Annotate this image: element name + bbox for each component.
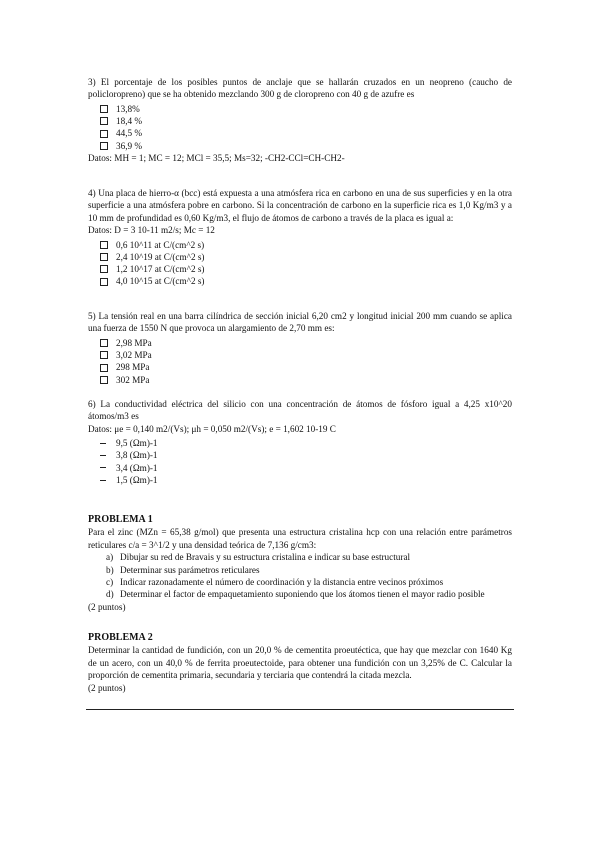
option[interactable]: 44,5 % bbox=[100, 127, 512, 139]
question-6-text: 6) La conductividad eléctrica del silicio con una concentración de átomos de fósforo igual a 4,25 x10^20 átomos/m3 es bbox=[88, 399, 512, 422]
checkbox-icon[interactable] bbox=[100, 278, 108, 286]
option[interactable]: 3,8 (Ωm)-1 bbox=[100, 450, 512, 462]
option[interactable]: 2,98 MPa bbox=[100, 337, 512, 349]
option[interactable]: 3,4 (Ωm)-1 bbox=[100, 462, 512, 474]
problem-2-points: (2 puntos) bbox=[88, 682, 126, 693]
option[interactable]: 2,4 10^19 at C/(cm^2 s) bbox=[100, 251, 512, 263]
problem-1-points: (2 puntos) bbox=[88, 601, 126, 612]
checkbox-icon[interactable] bbox=[100, 130, 108, 138]
question-3-text: 3) El porcentaje de los posibles puntos de anclaje que se hallarán cruzados en un neopreno (caucho de policloropreno) que se ha obtenido mezclando 300 g de cloropreno con 40 g de azufre es bbox=[88, 77, 512, 100]
checkbox-icon[interactable] bbox=[100, 142, 108, 150]
checkbox-icon[interactable] bbox=[100, 265, 108, 273]
checkbox-icon[interactable] bbox=[100, 253, 108, 261]
radio-icon[interactable] bbox=[100, 480, 106, 481]
option[interactable]: 1,2 10^17 at C/(cm^2 s) bbox=[100, 263, 512, 275]
option[interactable]: 9,5 (Ωm)-1 bbox=[100, 437, 512, 449]
list-item: c) Indicar razonadamente el número de coordinación y la distancia entre vecinos próximos bbox=[106, 577, 444, 588]
question-4-options bbox=[100, 239, 512, 288]
list-item: a) Dibujar su red de Bravais y su estructura cristalina e indicar su base estructural bbox=[106, 552, 411, 563]
problem-1-title: PROBLEMA 1 bbox=[88, 514, 153, 525]
question-6-data: Datos: μe = 0,140 m2/(Vs); μh = 0,050 m2/(Vs); e = 1,602 10-19 C bbox=[88, 423, 336, 434]
option[interactable]: 13,8% bbox=[100, 103, 512, 115]
checkbox-icon[interactable] bbox=[100, 117, 108, 125]
problem-2-text: Determinar la cantidad de fundición, con un 20,0 % de cementita proeutéctica, que hay que mezclar con 1640 Kg de un acero, con un 40,0 % de ferrita proeutectoide, para obtener una fundición con un 3,25% de C. Calcular la proporción de cementita primaria, secundaria y terciaria que contendrá la citada mezcla. bbox=[88, 645, 512, 681]
option[interactable]: 36,9 % bbox=[100, 140, 512, 152]
radio-icon[interactable] bbox=[100, 443, 106, 444]
list-item: b) Determinar sus parámetros reticulares bbox=[106, 564, 260, 575]
divider bbox=[86, 709, 514, 710]
question-6 bbox=[88, 398, 512, 486]
option[interactable]: 3,02 MPa bbox=[100, 349, 512, 361]
problem-1 bbox=[88, 514, 512, 613]
radio-icon[interactable] bbox=[100, 455, 106, 456]
option[interactable]: 0,6 10^11 at C/(cm^2 s) bbox=[100, 239, 512, 251]
question-5-options bbox=[100, 337, 512, 386]
problem-2 bbox=[88, 632, 512, 694]
option[interactable]: 1,5 (Ωm)-1 bbox=[100, 474, 512, 486]
question-3-options bbox=[100, 103, 512, 152]
radio-icon[interactable] bbox=[100, 467, 106, 468]
question-4-data: Datos: D = 3 10-11 m2/s; Mc = 12 bbox=[88, 225, 215, 236]
question-5-text: 5) La tensión real en una barra cilíndrica de sección inicial 6,20 cm2 y longitud inicial 200 mm cuando se aplica una fuerza de 1550 N que provoca un alargamiento de 2,70 mm es: bbox=[88, 311, 512, 334]
question-5 bbox=[88, 310, 512, 386]
problem-2-title: PROBLEMA 2 bbox=[88, 632, 153, 643]
option[interactable]: 4,0 10^15 at C/(cm^2 s) bbox=[100, 276, 512, 288]
question-6-options bbox=[100, 437, 512, 486]
question-4 bbox=[88, 187, 512, 288]
checkbox-icon[interactable] bbox=[100, 105, 108, 113]
checkbox-icon[interactable] bbox=[100, 364, 108, 372]
option[interactable]: 302 MPa bbox=[100, 374, 512, 386]
option[interactable]: 298 MPa bbox=[100, 361, 512, 373]
problem-1-items bbox=[88, 551, 512, 601]
problem-1-text: Para el zinc (MZn = 65,38 g/mol) que presenta una estructura cristalina hcp con una relación entre parámetros reticulares c/a = 3^1/2 y una densidad teórica de 7,136 g/cm3: bbox=[88, 527, 512, 550]
option[interactable]: 18,4 % bbox=[100, 115, 512, 127]
checkbox-icon[interactable] bbox=[100, 351, 108, 359]
question-3 bbox=[88, 76, 512, 164]
question-4-text: 4) Una placa de hierro-α (bcc) está expuesta a una atmósfera rica en carbono en una de sus superficies y en la otra superficie a una atmósfera pobre en carbono. Si la concentración de carbono en la superficie rica es 1,0 Kg/m3 y a 10 mm de profundidad es 0,60 Kg/m3, el flujo de átomos de carbono a través de la placa es igual a: bbox=[88, 188, 512, 223]
checkbox-icon[interactable] bbox=[100, 241, 108, 249]
checkbox-icon[interactable] bbox=[100, 376, 108, 384]
question-3-data: Datos: MH = 1; MC = 12; MCl = 35,5; Ms=32; -CH2-CCl=CH-CH2- bbox=[88, 153, 345, 163]
checkbox-icon[interactable] bbox=[100, 339, 108, 347]
list-item: d) Determinar el factor de empaquetamiento suponiendo que los átomos tienen el mayor radio posible bbox=[106, 589, 485, 600]
